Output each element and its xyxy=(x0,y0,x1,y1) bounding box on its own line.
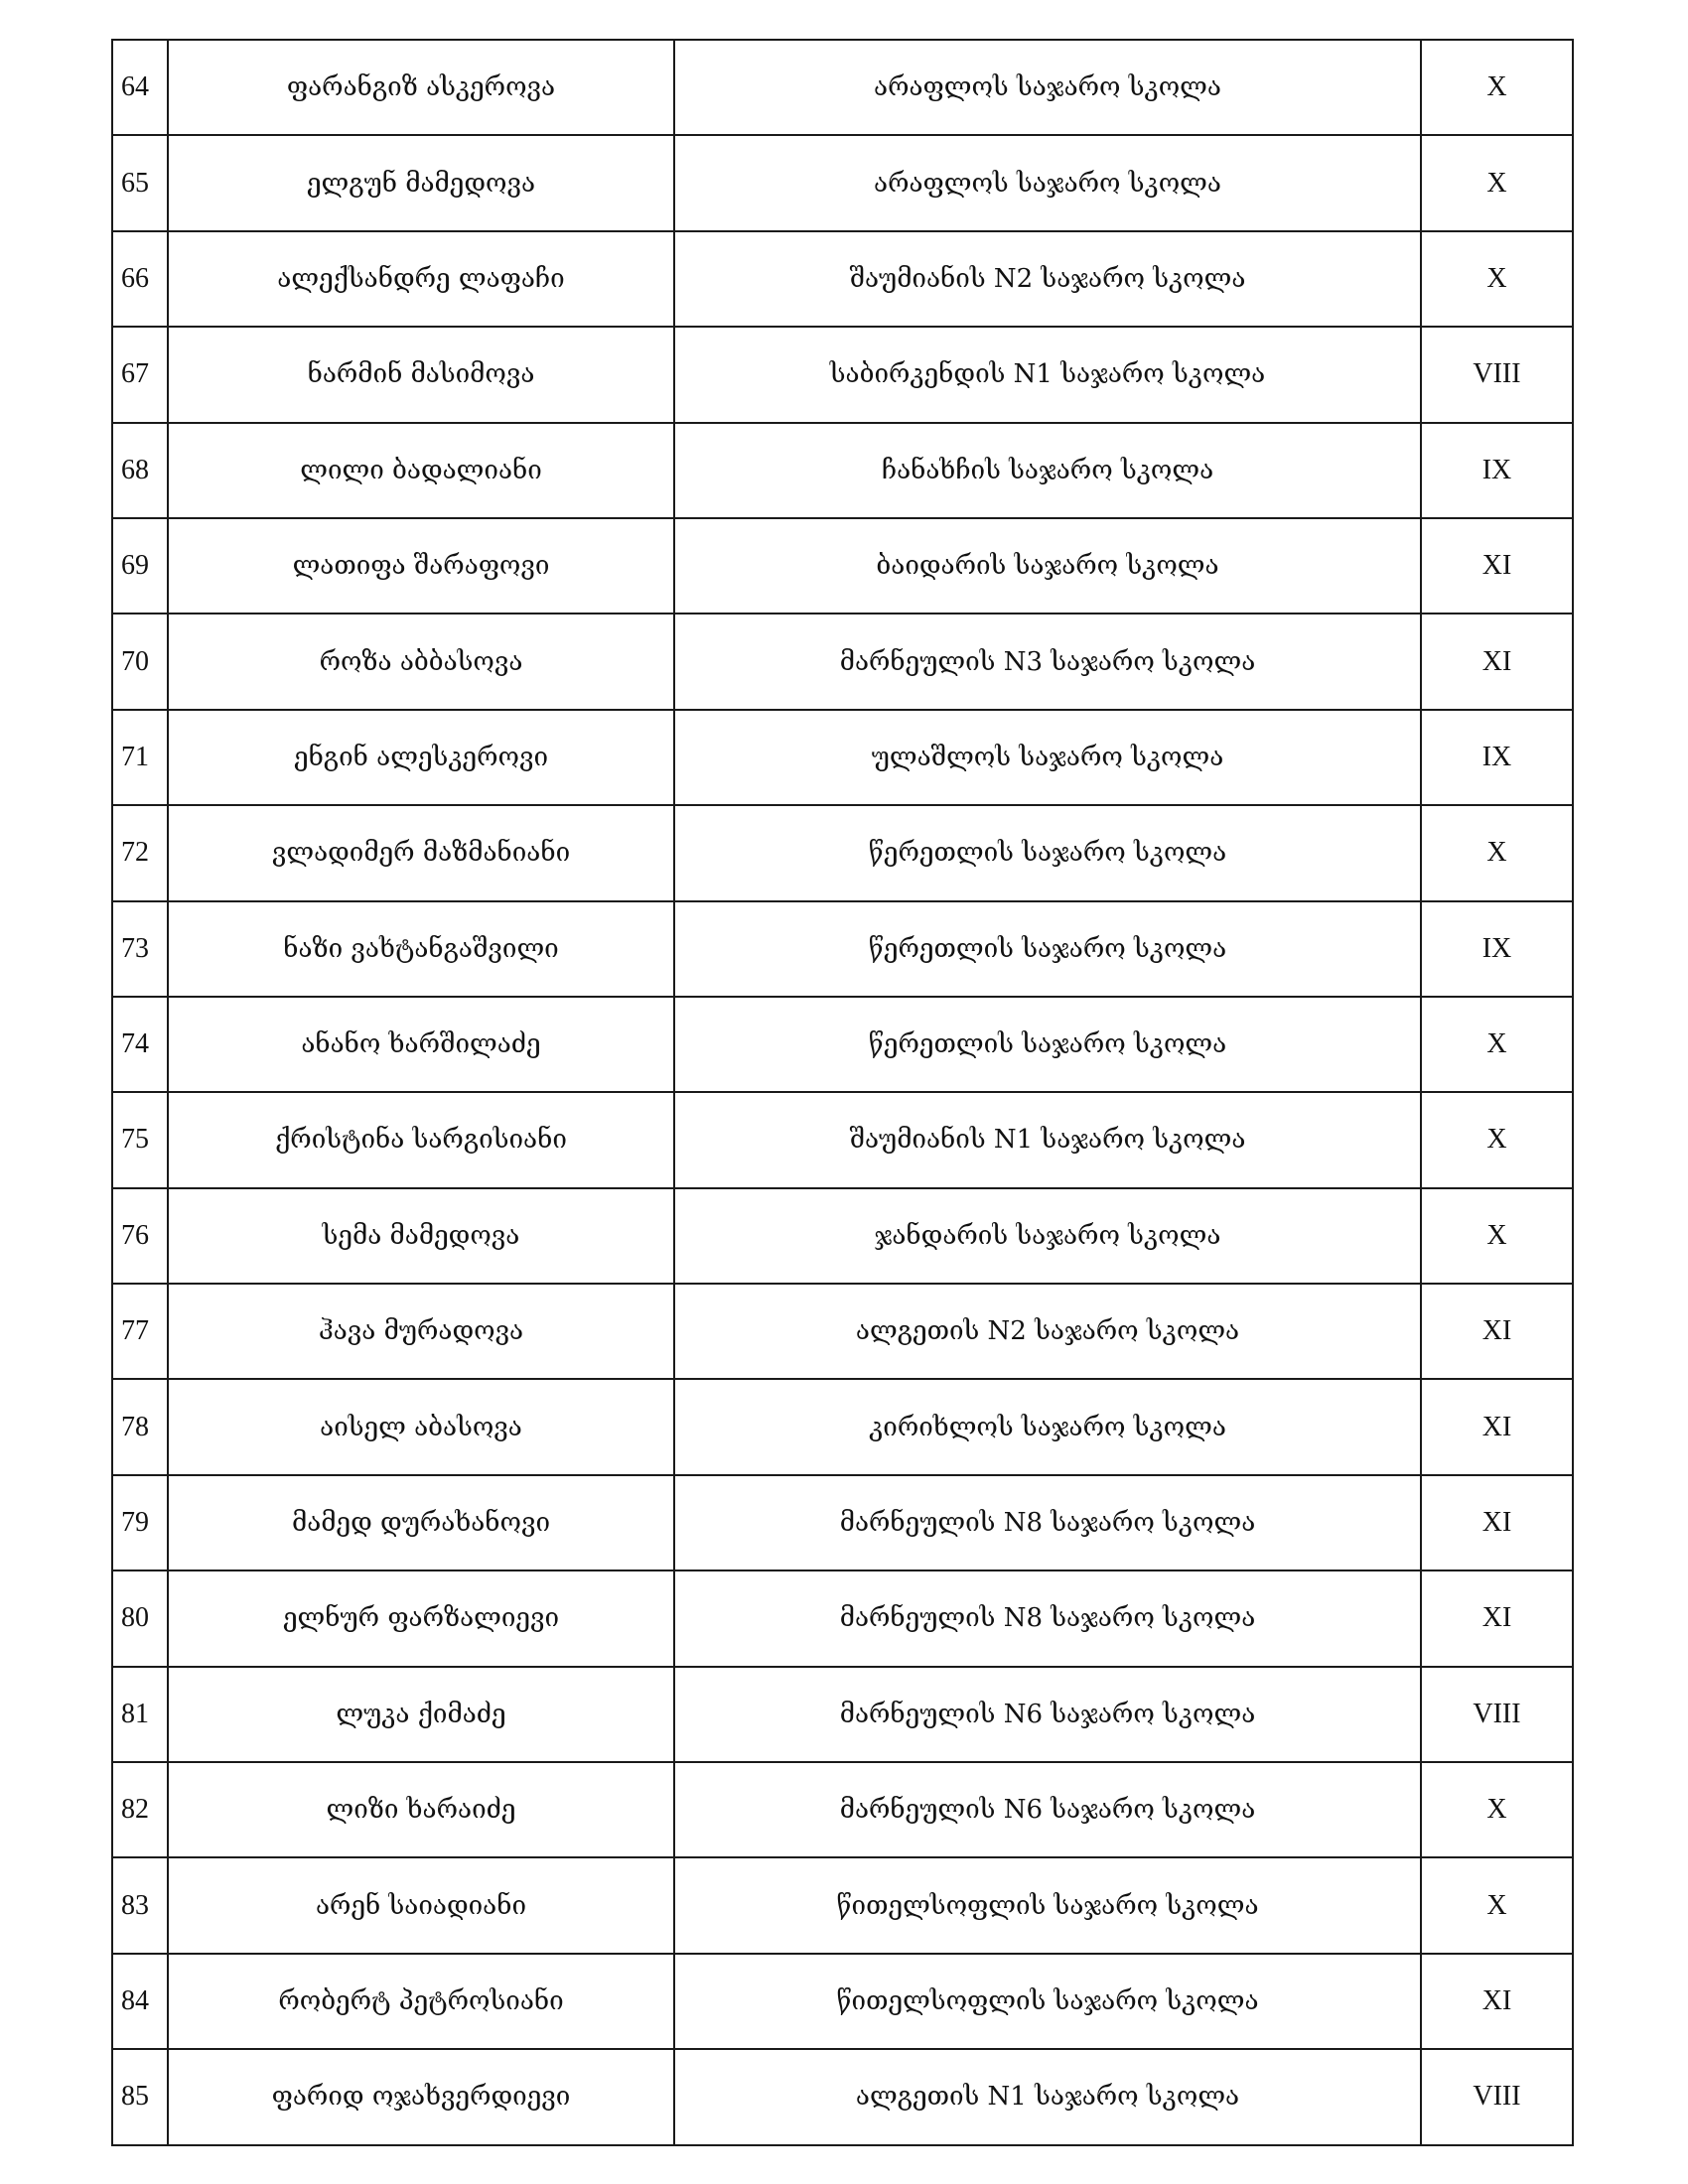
table-row xyxy=(112,1284,1573,1379)
grade-cell: VIII xyxy=(1421,1667,1573,1762)
student-name-cell: ელგუნ მამედოვა xyxy=(168,135,674,230)
row-number-cell: 79 xyxy=(112,1475,168,1570)
school-name-cell: ჯანდარის საჯარო სკოლა xyxy=(674,1188,1421,1284)
student-name-cell: ნაზი ვახტანგაშვილი xyxy=(168,901,674,997)
table-row xyxy=(112,710,1573,805)
school-name-cell: წითელსოფლის საჯარო სკოლა xyxy=(674,1857,1421,1953)
grade-cell: XI xyxy=(1421,1475,1573,1570)
table-row xyxy=(112,901,1573,997)
student-name-cell: ლილი ბადალიანი xyxy=(168,423,674,518)
student-name-cell: სემა მამედოვა xyxy=(168,1188,674,1284)
student-name-cell: ლიზი ხარაიძე xyxy=(168,1762,674,1857)
school-name-cell: კირიხლოს საჯარო სკოლა xyxy=(674,1379,1421,1474)
table-row xyxy=(112,1762,1573,1857)
school-name-cell: ულაშლოს საჯარო სკოლა xyxy=(674,710,1421,805)
student-name-cell: ელნურ ფარზალიევი xyxy=(168,1570,674,1666)
table-row xyxy=(112,1379,1573,1474)
grade-cell: VIII xyxy=(1421,327,1573,422)
row-number-cell: 68 xyxy=(112,423,168,518)
table-row xyxy=(112,614,1573,709)
grade-cell: IX xyxy=(1421,710,1573,805)
table-row xyxy=(112,1954,1573,2049)
row-number-cell: 65 xyxy=(112,135,168,230)
grade-cell: X xyxy=(1421,1762,1573,1857)
grade-cell: X xyxy=(1421,231,1573,327)
table-row xyxy=(112,135,1573,230)
table-row xyxy=(112,518,1573,614)
student-name-cell: მამედ დურახანოვი xyxy=(168,1475,674,1570)
row-number-cell: 71 xyxy=(112,710,168,805)
grade-cell: X xyxy=(1421,1188,1573,1284)
school-name-cell: მარნეულის N3 საჯარო სკოლა xyxy=(674,614,1421,709)
student-name-cell: ლათიფა შარაფოვი xyxy=(168,518,674,614)
row-number-cell: 81 xyxy=(112,1667,168,1762)
school-name-cell: მარნეულის N6 საჯარო სკოლა xyxy=(674,1762,1421,1857)
school-name-cell: წერეთლის საჯარო სკოლა xyxy=(674,901,1421,997)
grade-cell: XI xyxy=(1421,1954,1573,2049)
student-name-cell: რობერტ პეტროსიანი xyxy=(168,1954,674,2049)
table-row xyxy=(112,1570,1573,1666)
grade-cell: XI xyxy=(1421,614,1573,709)
student-name-cell: ნარმინ მასიმოვა xyxy=(168,327,674,422)
row-number-cell: 73 xyxy=(112,901,168,997)
row-number-cell: 83 xyxy=(112,1857,168,1953)
row-number-cell: 64 xyxy=(112,40,168,135)
grade-cell: IX xyxy=(1421,901,1573,997)
table-row xyxy=(112,997,1573,1092)
student-name-cell: ქრისტინა სარგისიანი xyxy=(168,1092,674,1187)
row-number-cell: 69 xyxy=(112,518,168,614)
row-number-cell: 75 xyxy=(112,1092,168,1187)
grade-cell: X xyxy=(1421,997,1573,1092)
school-name-cell: წერეთლის საჯარო სკოლა xyxy=(674,997,1421,1092)
student-name-cell: ალექსანდრე ლაფაჩი xyxy=(168,231,674,327)
table-row xyxy=(112,40,1573,135)
grade-cell: X xyxy=(1421,1857,1573,1953)
school-name-cell: მარნეულის N8 საჯარო სკოლა xyxy=(674,1475,1421,1570)
roster-table-body xyxy=(112,40,1573,2145)
grade-cell: X xyxy=(1421,135,1573,230)
table-row xyxy=(112,1667,1573,1762)
student-name-cell: როზა აბბასოვა xyxy=(168,614,674,709)
row-number-cell: 80 xyxy=(112,1570,168,1666)
table-row xyxy=(112,231,1573,327)
student-name-cell: ჰავა მურადოვა xyxy=(168,1284,674,1379)
school-name-cell: ჩანახჩის საჯარო სკოლა xyxy=(674,423,1421,518)
grade-cell: XI xyxy=(1421,1284,1573,1379)
table-row xyxy=(112,1475,1573,1570)
student-name-cell: ენგინ ალესკეროვი xyxy=(168,710,674,805)
row-number-cell: 85 xyxy=(112,2049,168,2144)
school-name-cell: მარნეულის N8 საჯარო სკოლა xyxy=(674,1570,1421,1666)
row-number-cell: 84 xyxy=(112,1954,168,2049)
grade-cell: XI xyxy=(1421,1570,1573,1666)
school-name-cell: ალგეთის N1 საჯარო სკოლა xyxy=(674,2049,1421,2144)
row-number-cell: 77 xyxy=(112,1284,168,1379)
grade-cell: IX xyxy=(1421,423,1573,518)
school-name-cell: საბირკენდის N1 საჯარო სკოლა xyxy=(674,327,1421,422)
row-number-cell: 67 xyxy=(112,327,168,422)
grade-cell: XI xyxy=(1421,1379,1573,1474)
student-name-cell: ლუკა ქიმაძე xyxy=(168,1667,674,1762)
student-name-cell: არენ საიადიანი xyxy=(168,1857,674,1953)
school-name-cell: არაფლოს საჯარო სკოლა xyxy=(674,40,1421,135)
row-number-cell: 70 xyxy=(112,614,168,709)
student-name-cell: ვლადიმერ მაზმანიანი xyxy=(168,805,674,900)
school-name-cell: წითელსოფლის საჯარო სკოლა xyxy=(674,1954,1421,2049)
row-number-cell: 76 xyxy=(112,1188,168,1284)
grade-cell: X xyxy=(1421,1092,1573,1187)
school-name-cell: არაფლოს საჯარო სკოლა xyxy=(674,135,1421,230)
table-row xyxy=(112,1188,1573,1284)
row-number-cell: 72 xyxy=(112,805,168,900)
student-name-cell: ანანო ხარშილაძე xyxy=(168,997,674,1092)
row-number-cell: 78 xyxy=(112,1379,168,1474)
school-name-cell: შაუმიანის N1 საჯარო სკოლა xyxy=(674,1092,1421,1187)
school-name-cell: წერეთლის საჯარო სკოლა xyxy=(674,805,1421,900)
student-name-cell: ფარიდ ოჯახვერდიევი xyxy=(168,2049,674,2144)
table-row xyxy=(112,805,1573,900)
table-row xyxy=(112,423,1573,518)
grade-cell: X xyxy=(1421,40,1573,135)
grade-cell: X xyxy=(1421,805,1573,900)
row-number-cell: 74 xyxy=(112,997,168,1092)
student-name-cell: აისელ აბასოვა xyxy=(168,1379,674,1474)
table-row xyxy=(112,1092,1573,1187)
school-name-cell: ბაიდარის საჯარო სკოლა xyxy=(674,518,1421,614)
table-row xyxy=(112,1857,1573,1953)
grade-cell: XI xyxy=(1421,518,1573,614)
school-name-cell: მარნეულის N6 საჯარო სკოლა xyxy=(674,1667,1421,1762)
table-row xyxy=(112,327,1573,422)
grade-cell: VIII xyxy=(1421,2049,1573,2144)
student-name-cell: ფარანგიზ ასკეროვა xyxy=(168,40,674,135)
table-row xyxy=(112,2049,1573,2144)
school-name-cell: ალგეთის N2 საჯარო სკოლა xyxy=(674,1284,1421,1379)
school-name-cell: შაუმიანის N2 საჯარო სკოლა xyxy=(674,231,1421,327)
row-number-cell: 66 xyxy=(112,231,168,327)
student-roster-table xyxy=(111,39,1574,2146)
row-number-cell: 82 xyxy=(112,1762,168,1857)
